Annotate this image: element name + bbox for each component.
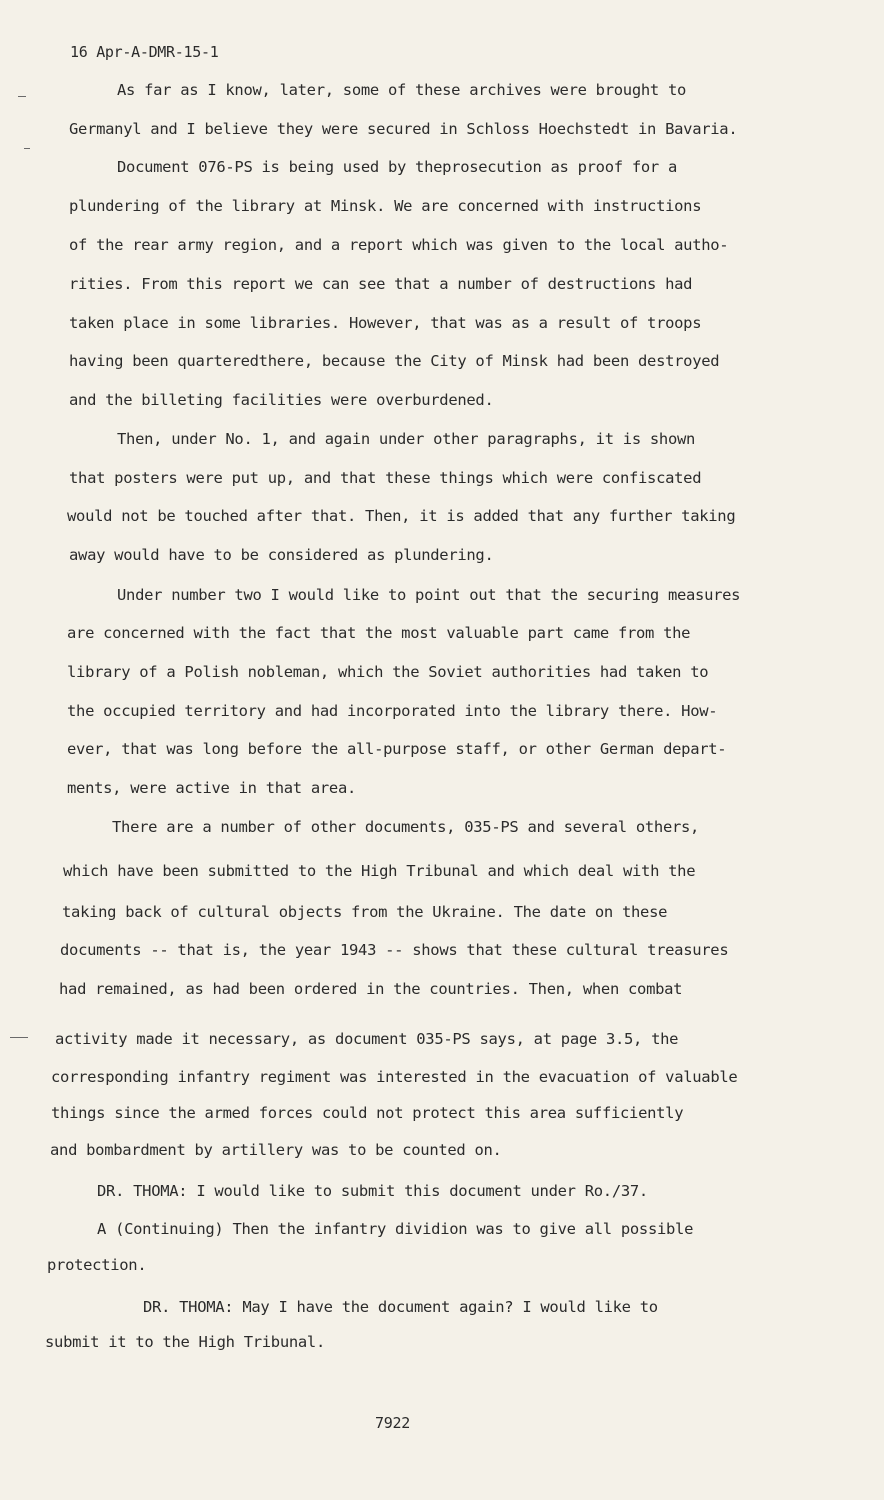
- text-line: plundering of the library at Minsk. We are concerned with instructions: [69, 197, 702, 215]
- margin-mark: [18, 96, 26, 97]
- text-line: things since the armed forces could not protect this area sufficiently: [51, 1104, 684, 1122]
- margin-mark: [10, 1037, 28, 1038]
- document-reference: 16 Apr-A-DMR-15-1: [70, 43, 219, 61]
- margin-mark: [24, 148, 30, 149]
- text-line: As far as I know, later, some of these archives were brought to: [117, 81, 687, 99]
- text-line: Germanyl and I believe they were secured in Schloss Hoechstedt in Bavaria.: [69, 120, 738, 138]
- text-line: activity made it necessary, as document 035-PS says, at page 3.5, the: [55, 1030, 679, 1048]
- text-line: Under number two I would like to point out that the securing measures: [117, 586, 741, 604]
- text-line: taking back of cultural objects from the Ukraine. The date on these: [62, 903, 668, 921]
- text-line: having been quarteredthere, because the City of Minsk had been destroyed: [69, 352, 720, 370]
- text-line: and bombardment by artillery was to be counted on.: [50, 1141, 502, 1159]
- text-line: Then, under No. 1, and again under other paragraphs, it is shown: [117, 430, 696, 448]
- text-line: ever, that was long before the all-purpose staff, or other German depart-: [67, 740, 727, 758]
- text-line: submit it to the High Tribunal.: [45, 1333, 325, 1351]
- text-line: taken place in some libraries. However, that was as a result of troops: [69, 314, 702, 332]
- text-line: documents -- that is, the year 1943 -- shows that these cultural treasures: [60, 941, 729, 959]
- text-line: had remained, as had been ordered in the countries. Then, when combat: [59, 980, 683, 998]
- text-line: There are a number of other documents, 035-PS and several others,: [112, 818, 700, 836]
- text-line: of the rear army region, and a report which was given to the local autho-: [69, 236, 729, 254]
- text-line: away would have to be considered as plundering.: [69, 546, 494, 564]
- text-line: Document 076-PS is being used by theprosecution as proof for a: [117, 158, 677, 176]
- text-line: rities. From this report we can see that a number of destructions had: [69, 275, 693, 293]
- page-number: 7922: [375, 1414, 410, 1432]
- text-line: would not be touched after that. Then, it is added that any further taking: [67, 507, 736, 525]
- text-line: which have been submitted to the High Tribunal and which deal with the: [63, 862, 696, 880]
- text-line: DR. THOMA: May I have the document again? I would like to: [143, 1298, 658, 1316]
- text-line: that posters were put up, and that these things which were confiscated: [69, 469, 702, 487]
- text-line: A (Continuing) Then the infantry dividion was to give all possible: [97, 1220, 694, 1238]
- text-line: the occupied territory and had incorporated into the library there. How-: [67, 702, 718, 720]
- text-line: DR. THOMA: I would like to submit this document under Ro./37.: [97, 1182, 648, 1200]
- text-line: ments, were active in that area.: [67, 779, 357, 797]
- text-line: and the billeting facilities were overburdened.: [69, 391, 494, 409]
- text-line: protection.: [47, 1256, 147, 1274]
- text-line: library of a Polish nobleman, which the Soviet authorities had taken to: [67, 663, 709, 681]
- text-line: corresponding infantry regiment was interested in the evacuation of valuable: [51, 1068, 738, 1086]
- text-line: are concerned with the fact that the most valuable part came from the: [67, 624, 691, 642]
